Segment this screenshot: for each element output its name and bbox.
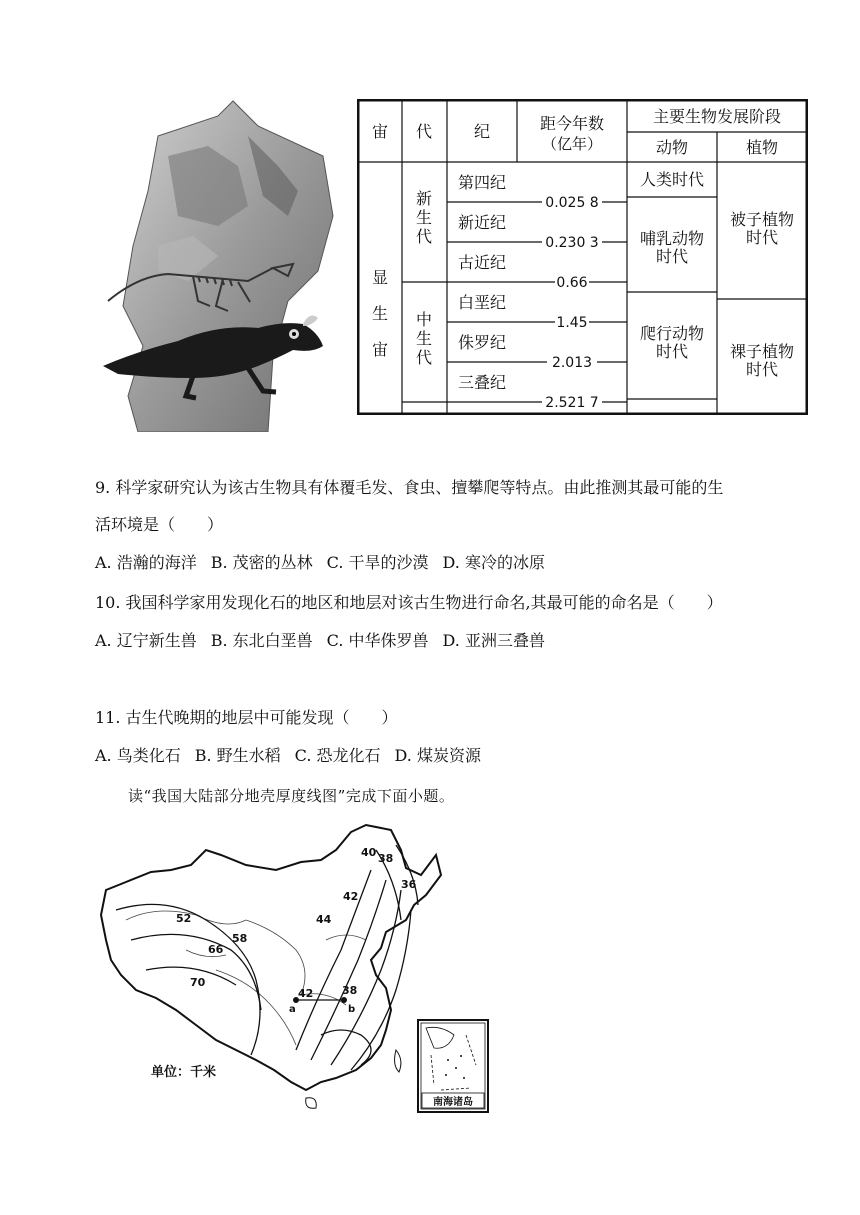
- contour-label: 38: [378, 852, 394, 865]
- header-age-unit: （亿年）: [541, 135, 603, 153]
- option-c: C. 恐龙化石: [294, 746, 381, 765]
- eon-char: 宙: [371, 340, 389, 359]
- contour-label: 58: [232, 932, 248, 945]
- period-name: 第四纪: [457, 173, 507, 192]
- map-unit-label: 单位：千米: [151, 1065, 217, 1080]
- question-9-line-2: 活环境是（ ）: [95, 515, 224, 534]
- eon-char: 生: [371, 304, 389, 323]
- contour-label: 66: [208, 943, 224, 956]
- question-9-line-1: 9. 科学家研究认为该古生物具有体覆毛发、食虫、擅攀爬等特点。由此推测其最可能的生: [95, 478, 724, 497]
- contour-label: 42: [343, 890, 359, 903]
- animal-stage-reptile-2: 时代: [655, 342, 689, 361]
- option-a: A. 辽宁新生兽: [95, 631, 197, 650]
- period-name: 三叠纪: [457, 373, 507, 392]
- age-value: 0.230 3: [545, 235, 599, 251]
- animal-stage-mammal: 哺乳动物: [639, 229, 705, 248]
- contour-label: 52: [176, 912, 192, 925]
- contour-label: 36: [401, 878, 417, 891]
- era-char: 新: [415, 189, 433, 208]
- option-d: D. 煤炭资源: [394, 746, 481, 765]
- era-char: 代: [415, 348, 433, 367]
- era-char: 生: [415, 208, 433, 227]
- animal-stage-mammal-2: 时代: [655, 247, 689, 266]
- header-era: 代: [415, 122, 433, 141]
- question-11-options: [95, 746, 495, 766]
- option-a: A. 浩瀚的海洋: [95, 553, 197, 572]
- crust-thickness-map: [96, 820, 496, 1120]
- option-c: C. 中华侏罗兽: [326, 631, 429, 650]
- header-main-stage: 主要生物发展阶段: [652, 107, 782, 126]
- age-value: 0.025 8: [545, 195, 599, 211]
- contour-label: 42: [298, 987, 314, 1000]
- contour-label: 70: [190, 976, 206, 989]
- plant-stage-angio-2: 时代: [745, 228, 779, 247]
- period-name: 白垩纪: [457, 293, 507, 312]
- era-char: 生: [415, 329, 433, 348]
- option-a: A. 鸟类化石: [95, 746, 181, 765]
- question-11-line-1: 11. 古生代晚期的地层中可能发现（ ）: [95, 708, 398, 727]
- question-9-options: [95, 553, 559, 573]
- contour-label: 44: [316, 913, 332, 926]
- point-a-label: a: [289, 1004, 296, 1015]
- fossil-illustration: [98, 96, 338, 432]
- animal-stage-reptile: 爬行动物: [639, 324, 705, 343]
- plant-stage-angio: 被子植物: [729, 210, 795, 229]
- inset-label: 南海诸岛: [433, 1097, 473, 1108]
- option-d: D. 寒冷的冰原: [442, 553, 545, 572]
- period-name: 新近纪: [457, 213, 507, 232]
- era-char: 中: [415, 310, 433, 329]
- option-b: B. 东北白垩兽: [210, 631, 313, 650]
- option-b: B. 茂密的丛林: [210, 553, 313, 572]
- age-value: 0.66: [556, 275, 588, 291]
- contour-label: 38: [342, 984, 358, 997]
- age-value: 2.013: [551, 355, 593, 371]
- question-10-options: [95, 631, 559, 651]
- plant-stage-gymno-2: 时代: [745, 360, 779, 379]
- option-c: C. 干旱的沙漠: [326, 553, 429, 572]
- header-animal: 动物: [655, 138, 689, 157]
- era-char: 代: [415, 227, 433, 246]
- map-intro: 读“我国大陆部分地壳厚度线图”完成下面小题。: [128, 787, 455, 805]
- header-plant: 植物: [745, 138, 779, 157]
- period-name: 侏罗纪: [457, 333, 507, 352]
- header-age: 距今年数: [539, 114, 605, 133]
- period-name: 古近纪: [457, 253, 507, 272]
- point-b-label: b: [348, 1004, 356, 1015]
- geologic-time-table: [357, 99, 808, 415]
- animal-stage-human: 人类时代: [639, 170, 705, 189]
- age-value: 1.45: [556, 315, 588, 331]
- question-10-line-1: 10. 我国科学家用发现化石的地区和地层对该古生物进行命名,其最可能的命名是（ ）: [95, 593, 723, 612]
- age-value: 2.521 7: [545, 395, 599, 411]
- header-period: 纪: [473, 122, 491, 141]
- option-d: D. 亚洲三叠兽: [442, 631, 545, 650]
- option-b: B. 野生水稻: [194, 746, 281, 765]
- header-eon: 宙: [371, 122, 389, 141]
- eon-char: 显: [371, 268, 389, 287]
- plant-stage-gymno: 裸子植物: [729, 342, 795, 361]
- contour-label: 40: [361, 846, 377, 859]
